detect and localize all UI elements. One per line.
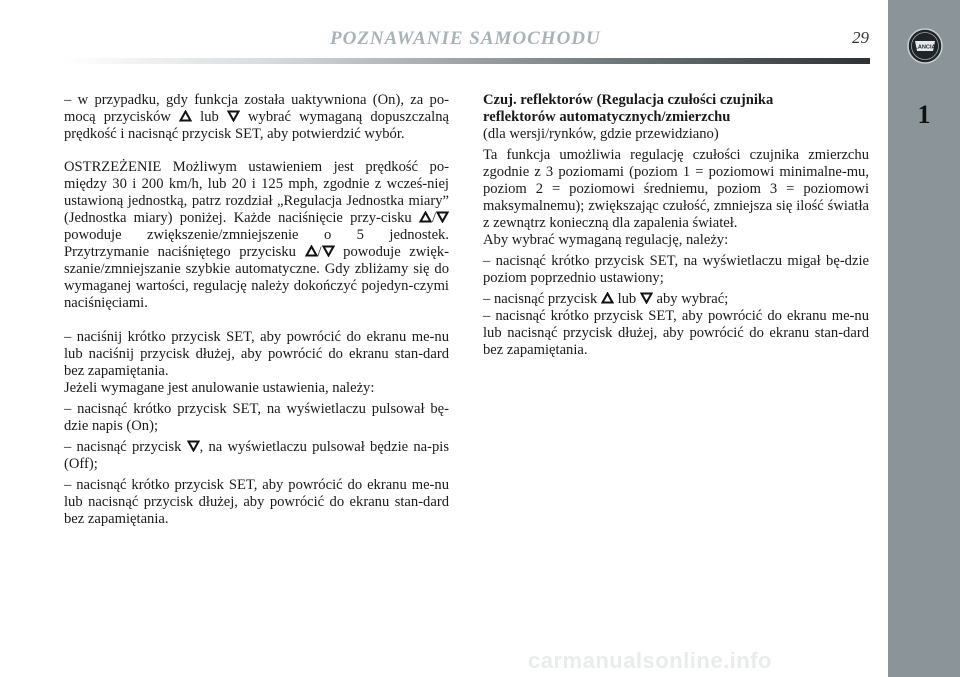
section-heading: Czuj. reflektorów (Regulacja czułości czujnika reflektorów automatycznych/zmierzchu [483,92,774,125]
down-triangle-icon [640,292,653,304]
page-number: 29 [852,28,869,47]
chapter-number: 1 [917,100,931,129]
paragraph-sensor-description: Ta funkcja umożliwia regulację czułości czujnika zmierzchu zgodnie z 3 poziomami (poziom 1 = poziomowi minimalne-mu, poziom 2 = poziomowi średniemu, poziom 3 = poziomowi maksymalnemu); zwiększając czułość, zmniejsza się ilość światła z zewnątrz konieczną dla zapalenia świateł. [483,147,869,231]
down-triangle-icon [187,440,200,452]
lancia-logo [907,28,943,64]
right-column [483,92,869,359]
up-triangle-icon [305,245,318,257]
paragraph-select-step2: – nacisnąć przycisk lub aby wybrać; [483,291,729,307]
up-triangle-icon [601,292,614,304]
watermark: carmanualsonline.info [528,648,772,673]
paragraph-select-intro: Aby wybrać wymaganą regulację, należy: [483,232,729,248]
paragraph-confirm-set: – naciśnij krótko przycisk SET, aby powrócić do ekranu me-nu lub naciśnij przycisk dłużej, aby powrócić do ekranu stan-dard bez zapamiętania. [64,329,449,379]
section-title: POZNAWANIE SAMOCHODU [330,28,601,49]
paragraph-cancel-step2: – nacisnąć przycisk , na wyświetlaczu pulsował będzie na-pis (Off); [64,439,449,472]
paragraph-select-step3: – nacisnąć krótko przycisk SET, aby powrócić do ekranu me-nu lub nacisnąć przycisk dłużej, aby powrócić do ekranu stan-dard bez zapamiętania. [483,308,869,358]
paragraph-speed-select: – w przypadku, gdy funkcja została uaktywniona (On), za po-mocą przycisków lub wybrać wymaganą dopuszczalną prędkość i nacisnąć przycisk SET, aby potwierdzić wybór. [64,92,449,142]
paragraph-cancel-intro: Jeżeli wymagane jest anulowanie ustawienia, należy: [64,380,375,396]
section-subtitle: (dla wersji/rynków, gdzie przewidziano) [483,126,719,142]
up-triangle-icon [419,211,432,223]
header-divider [64,58,870,64]
paragraph-warning: OSTRZEŻENIE Możliwym ustawieniem jest prędkość po-między 30 i 200 km/h, lub 20 i 125 mph, zgodnie z wcześ-niej ustawioną jednostką, patrz rozdział „Regulacja Jednostka miary” (Jednostka miary) poniżej. Każde naciśnięcie przy-cisku / powoduje zwiększenie/zmniejszenie o 5 jednostek. Przytrzymanie naciśniętego przycisku / powoduje zwięk-szanie/zmniejszanie szybkie automatyczne. Gdy zbliżamy się do wymaganej wartości, regulację należy dokończyć pojedyn-czymi naciśnięciami. [64,159,449,311]
down-triangle-icon [322,245,335,257]
logo-lettering: LANCIA [914,44,936,51]
down-triangle-icon [227,110,240,122]
paragraph-cancel-step3: – nacisnąć krótko przycisk SET, aby powrócić do ekranu me-nu lub nacisnąć przycisk dłużej, aby powrócić do ekranu stan-dard bez zapamiętania. [64,477,449,527]
down-triangle-icon [436,211,449,223]
paragraph-cancel-step1: – nacisnąć krótko przycisk SET, na wyświetlaczu pulsował bę-dzie napis (On); [64,401,449,434]
paragraph-select-step1: – nacisnąć krótko przycisk SET, na wyświetlaczu migał bę-dzie poziom poprzednio ustawiony; [483,253,869,286]
left-column [64,92,449,528]
up-triangle-icon [179,110,192,122]
